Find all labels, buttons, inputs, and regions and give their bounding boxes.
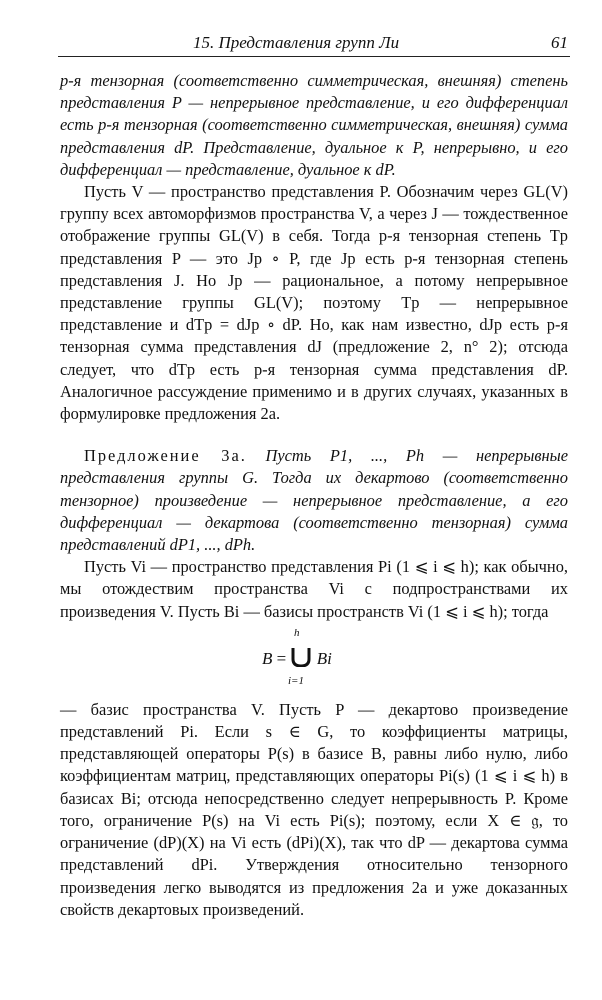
formula-expression — [262, 647, 332, 669]
paragraph-3: Пусть Vi — пространство представления Pi (1 ⩽ i ⩽ h); как обычно, мы отождествим пространства Vi с подпространствами их произведения V. Пусть Bi — базисы пространств Vi (1 ⩽ i ⩽ h); тогда — [60, 557, 568, 621]
formula-lhs: B — [262, 648, 273, 668]
running-title: 15. Представления групп Ли — [193, 33, 400, 52]
paragraph-4: — базис пространства V. Пусть P — декартово произведение представлений Pi. Если s ∈ G, то коэффициенты матрицы, представляющей операторы P(s) в базисе B, равны либо нулю, либо коэффициентам матриц, представляющих операторы Pi(s) (1 ⩽ i ⩽ h) в базисах Bi; отсюда непосредственно следует непрерывность P. Кроме того, ограничение P(s) на Vi есть Pi(s); поэтому, если X ∈ 𝔤, то ограничение (dP)(X) на Vi есть (dPi)(X), так что dP — декартова сумма представлений dPi. Утверждения относительно тензорного произведения легко выводятся из предложения 2а и уже доказанных свойств декартовых произведений. — [60, 699, 568, 919]
big-union-icon — [290, 647, 312, 667]
page-body — [60, 70, 568, 921]
proposition-label: Предложение 3а. — [84, 446, 247, 466]
running-header — [58, 30, 570, 57]
paragraph-2: Пусть V — пространство представления P. Обозначим через GL(V) группу всех автоморфизмов пространства V, а через J — тождественное отображение группы GL(V) в себя. Тогда p-я тензорная степень Tp представления P — это Jp ∘ P, где Jp есть p-я тензорная степень представления J. Но Jp — рациональное, а потому непрерывное представление группы GL(V); поэтому Tp — непрерывное представление и dTp = dJp ∘ dP. Но, как нам известно, dJp есть p-я тензорная сумма представления dJ (предложение 2, n° 2); отсюда следует, что dTp есть p-я тензорная сумма представления dP. Аналогичное рассуждение применимо и в других случаях, указанных в формулировке предложения 2а. — [60, 182, 568, 424]
union-formula — [60, 625, 568, 693]
proposition-3a — [60, 445, 568, 556]
paragraph-1: p-я тензорная (соответственно симметрическая, внешняя) степень представления P — непрерывное представление, и его дифференциал есть p-я тензорная (соответственно симметрическая, внешняя) сумма представления dP. Представление, дуальное к P, непрерывно, и его дифференциал — представление, дуальное к dP. — [60, 71, 568, 179]
proposition-text: Пусть P1, ..., Ph — непрерывные представления группы G. Тогда их декартово (соответственно тензорное) произведение — непрерывное представление, а его дифференциал — декартова (соответственно тензорная) сумма представлений dP1, ..., dPh. — [60, 446, 568, 555]
formula-rhs: Bi — [316, 648, 332, 668]
formula-equals: = — [276, 648, 287, 668]
union-lower-limit: i=1 — [288, 674, 304, 687]
union-upper-limit: h — [294, 626, 300, 639]
page-number: 61 — [551, 33, 568, 52]
